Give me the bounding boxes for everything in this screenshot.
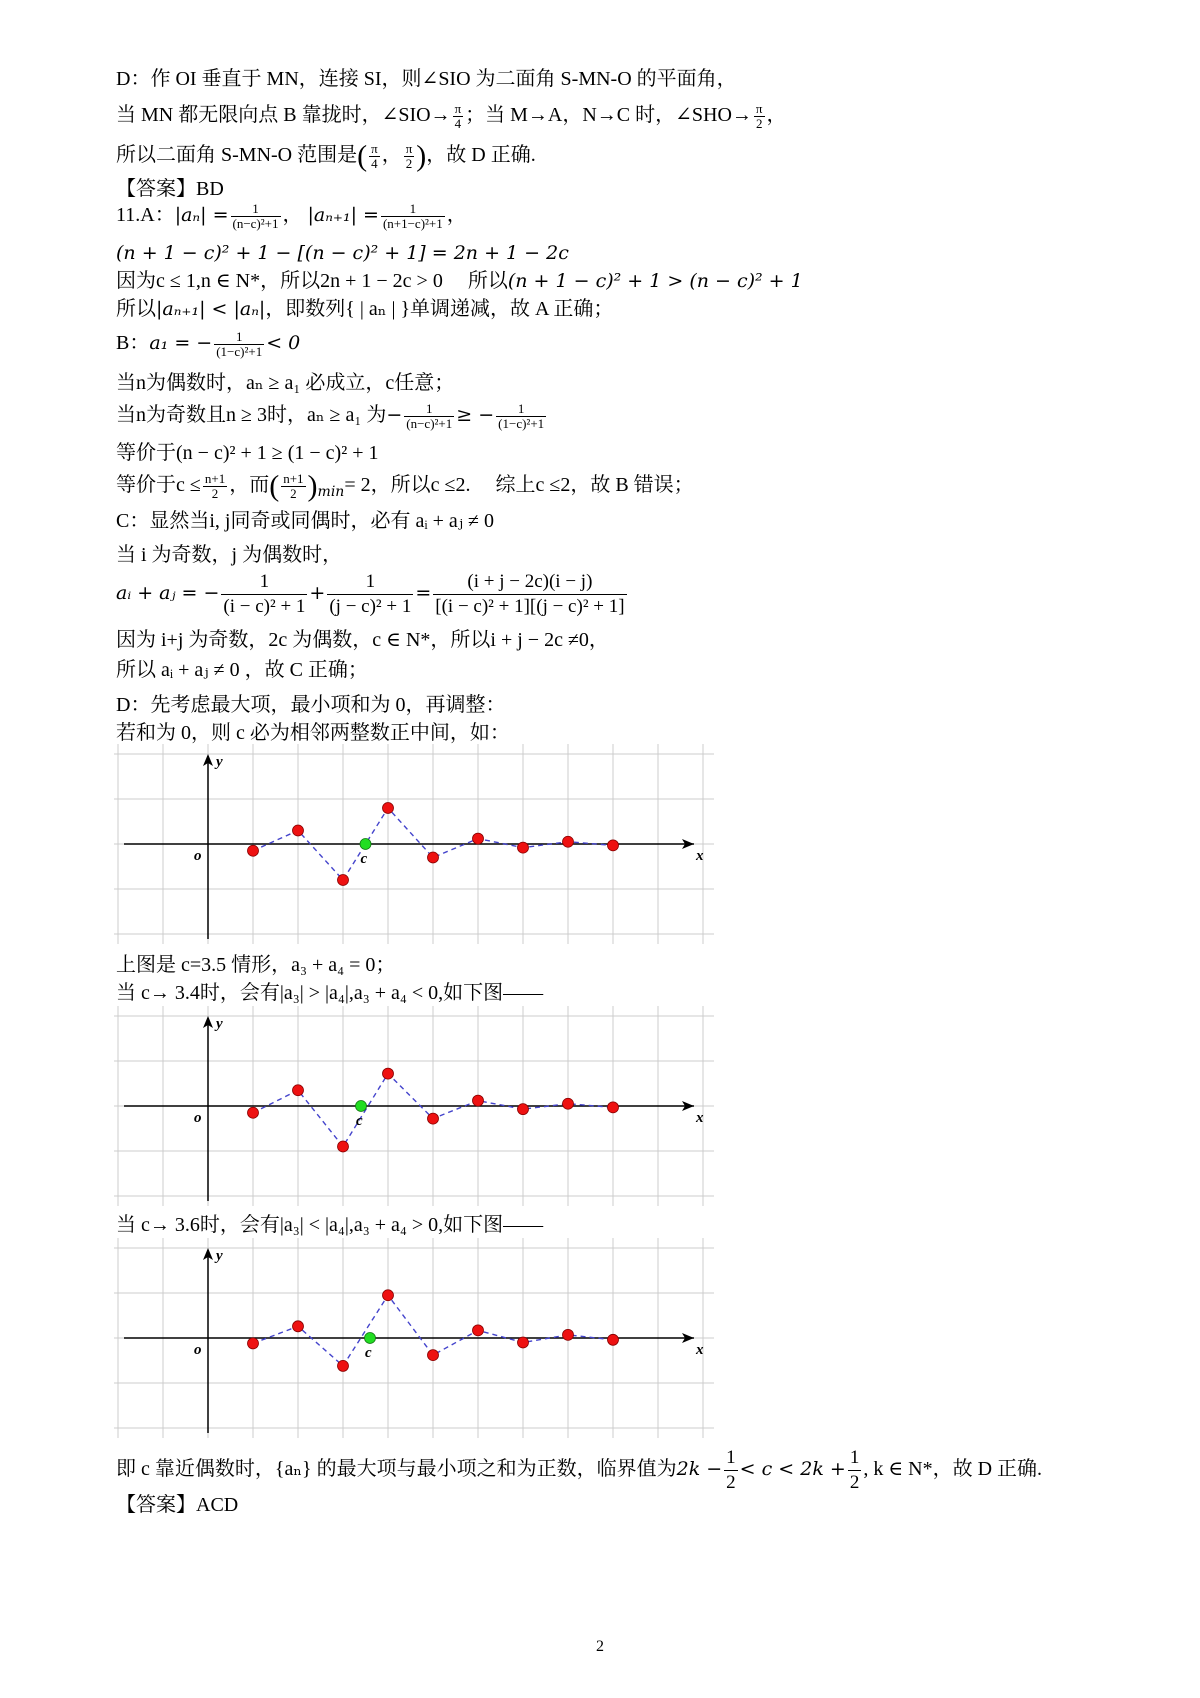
origin-label: o: [194, 1342, 202, 1358]
x-axis-label: x: [696, 1110, 704, 1126]
sequence-point: [248, 1338, 259, 1349]
range-text-a: 所以二面角 S-MN-O 范围是: [116, 144, 358, 167]
sequence-point: [338, 1360, 349, 1371]
sequence-point: [383, 1068, 394, 1079]
sequence-point: [608, 1334, 619, 1345]
sequence-point: [248, 1107, 259, 1118]
sequence-point: [338, 875, 349, 886]
c-point: [365, 1333, 376, 1344]
text-line-limit: [116, 102, 787, 131]
fraction-odd-left: $\frac{1}{\text{(n−c)²+1}}$: [406, 401, 453, 431]
text-line-equiv-1: 等价于(n − c)² + 1 ≥ (1 − c)² + 1: [116, 442, 379, 464]
text-line-11a: 11.A：|aₙ| = $\frac{1}{\text{(n−c)²+1}}$ ， |aₙ₊₁| = $\frac{1}{\text{(n+1−c)²+1}}$ ，: [116, 201, 467, 231]
y-axis-label: y: [216, 754, 223, 770]
sequence-plot-1: [114, 744, 714, 944]
fraction-an1: $\frac{1}{\text{(n+1−c)²+1}}$: [382, 201, 443, 231]
text-line-because-a: 因为c ≤ 1,n ∈ N*，所以2n + 1 − 2c > 0 所以(n + 1 − c)² + 1 > (n − c)² + 1: [116, 270, 803, 292]
text-line-i-odd: 当 i 为奇数，j 为偶数时，: [116, 544, 343, 566]
text-line-d: D：先考虑最大项，最小项和为 0，再调整：: [116, 694, 506, 716]
sequence-point: [473, 1325, 484, 1336]
range-text-b: ，故 D 正确.: [426, 144, 536, 167]
sequence-point: [293, 825, 304, 836]
sequence-point: [518, 842, 529, 853]
limit-text-c: ，: [766, 104, 787, 127]
fraction-n1-2-min: $\frac{n+1}{2}$: [283, 471, 304, 501]
equation-difference: (n + 1 − c)² + 1 − [(n − c)² + 1] = 2n + 1 − 2c: [116, 242, 569, 264]
answer-acd: 【答案】ACD: [116, 1494, 239, 1516]
sequence-point: [473, 833, 484, 844]
sequence-point: [563, 1098, 574, 1109]
text-line-equiv-2: 等价于c ≤ $\frac{n+1}{2}$ ，而( $\frac{n+1}{2}$ )$_{min}= 2$，所以c ≤2. 综上c ≤2，故 B 错误；: [116, 469, 694, 503]
limit-text-a: 当 MN 都无限向点 B 靠拢时，∠SIO→: [116, 104, 451, 127]
page-number: 2: [596, 1638, 604, 1655]
sequence-point: [428, 852, 439, 863]
fraction-pi-4: $\frac{\pi}{4}$: [371, 141, 378, 171]
c-label: c: [356, 1113, 363, 1129]
text-line-monotone: 所以|aₙ₊₁| < |aₙ|，即数列{ | aₙ | }单调递减，故 A 正确；: [116, 298, 614, 320]
sequence-point: [383, 803, 394, 814]
sequence-point: [293, 1085, 304, 1096]
text-line-case-3-4: 当 c→ 3.4时，会有|a₃| > |a₄|,a₃ + a₄ < 0,如下图——: [116, 982, 544, 1004]
origin-label: o: [194, 1110, 202, 1126]
graph-c-3-6: [114, 1238, 714, 1438]
text-line-c-correct: 所以 aᵢ + aⱼ ≠ 0 ，故 C 正确；: [116, 659, 368, 681]
sequence-point: [563, 836, 574, 847]
sequence-plot-2: [114, 1006, 714, 1206]
c-label: c: [360, 851, 368, 867]
fraction-half-left: $\frac{1}{2}$: [726, 1447, 736, 1493]
fraction-a1: $\frac{1}{\text{(1−c)²+1}}$: [216, 329, 263, 359]
sequence-point: [563, 1329, 574, 1340]
limit-text-b: ；当 M→A，N→C 时，∠SHO→: [465, 104, 752, 127]
c-point: [360, 839, 371, 850]
fraction-pi-4: $\frac{\pi}{4}$: [454, 101, 462, 131]
text-line-conclusion: 即 c 靠近偶数时，{aₙ} 的最大项与最小项之和为正数，临界值为2k − $\frac{1}{2}$ < c < 2k + $\frac{1}{2}$ , k ∈ N*，故 D 正确.: [116, 1447, 1043, 1493]
sequence-point: [338, 1141, 349, 1152]
answer-bd: 【答案】BD: [116, 178, 224, 200]
c-point: [356, 1101, 367, 1112]
fraction-pi-2: $\frac{\pi}{2}$: [405, 141, 413, 171]
sequence-point: [383, 1290, 394, 1301]
sequence-point: [518, 1337, 529, 1348]
fraction-aj: $\frac{1}{\text{(j − c)² + 1}}$: [329, 571, 412, 617]
x-axis-label: x: [696, 848, 704, 864]
origin-label: o: [194, 848, 202, 864]
x-axis-label: x: [696, 1342, 704, 1358]
text-line-even: 当n为偶数时，aₙ ≥ a₁ 必成立，c任意；: [116, 372, 455, 394]
y-axis-label: y: [216, 1248, 223, 1264]
text-line-case-3-5: 上图是 c=3.5 情形，a₃ + a₄ = 0；: [116, 954, 396, 976]
sequence-point: [248, 845, 259, 856]
fraction-ai: $\frac{1}{\text{(i − c)² + 1}}$: [223, 571, 306, 617]
fraction-half-right: $\frac{1}{2}$: [849, 1447, 860, 1493]
text-line-range: 所以二面角 S-MN-O 范围是( $\frac{\pi}{4}$ ， $\frac{\pi}{2}$ )，故 D 正确.: [116, 139, 536, 173]
sequence-point: [473, 1095, 484, 1106]
sequence-plot-3: [114, 1238, 714, 1438]
text-line-case-3-6: 当 c→ 3.6时，会有|a₃| < |a₄|,a₃ + a₄ > 0,如下图——: [116, 1214, 544, 1236]
sequence-point: [608, 840, 619, 851]
fraction-an: $\frac{1}{\text{(n−c)²+1}}$: [232, 201, 279, 231]
sequence-point: [293, 1321, 304, 1332]
fraction-pi-2: $\frac{\pi}{2}$: [755, 101, 763, 131]
text-line-d-intro: D：作 OI 垂直于 MN，连接 SI，则∠SIO 为二面角 S-MN-O 的平面角，: [116, 68, 737, 90]
text-line-midpoint: 若和为 0，则 c 必为相邻两整数正中间，如：: [116, 722, 510, 744]
graph-c-3-5: [114, 744, 714, 944]
y-axis-label: y: [216, 1016, 223, 1032]
sequence-point: [428, 1113, 439, 1124]
text-line-b: B：a₁ = − $\frac{1}{\text{(1−c)²+1}}$ < 0: [116, 329, 301, 359]
fraction-ai-aj: $\frac{(i + j - 2c)(i - j)}{\text{[(i − c)² + 1][(j − c)² + 1]}}$: [435, 571, 625, 617]
fraction-odd-right: $\frac{1}{\text{(1−c)²+1}}$: [498, 401, 545, 431]
text-line-sum-odd: 因为 i+j 为奇数，2c 为偶数，c ∈ N*，所以i + j − 2c ≠0，: [116, 629, 609, 651]
equation-ai-aj: aᵢ + aⱼ = − $\frac{1}{\text{(i − c)² + 1}}$ + $\frac{1}{\text{(j − c)² + 1}}$ = $\frac{(i + j - 2c)(i - j)}{\text{[(i − c)² + 1][(j − c)² + 1]}}$: [116, 571, 625, 617]
text-line-c: C：显然当i, j同奇或同偶时，必有 aᵢ + aⱼ ≠ 0: [116, 510, 495, 532]
sequence-point: [428, 1350, 439, 1361]
sequence-point: [518, 1104, 529, 1115]
sequence-point: [608, 1102, 619, 1113]
c-label: c: [365, 1345, 372, 1361]
fraction-n1-2: $\frac{n+1}{2}$: [204, 471, 226, 501]
graph-c-3-4: [114, 1006, 714, 1206]
text-line-odd: 当n为奇数且n ≥ 3时，aₙ ≥ a₁ 为− $\frac{1}{\text{(n−c)²+1}}$ ≥ − $\frac{1}{\text{(1−c)²+1}}$: [116, 401, 545, 431]
